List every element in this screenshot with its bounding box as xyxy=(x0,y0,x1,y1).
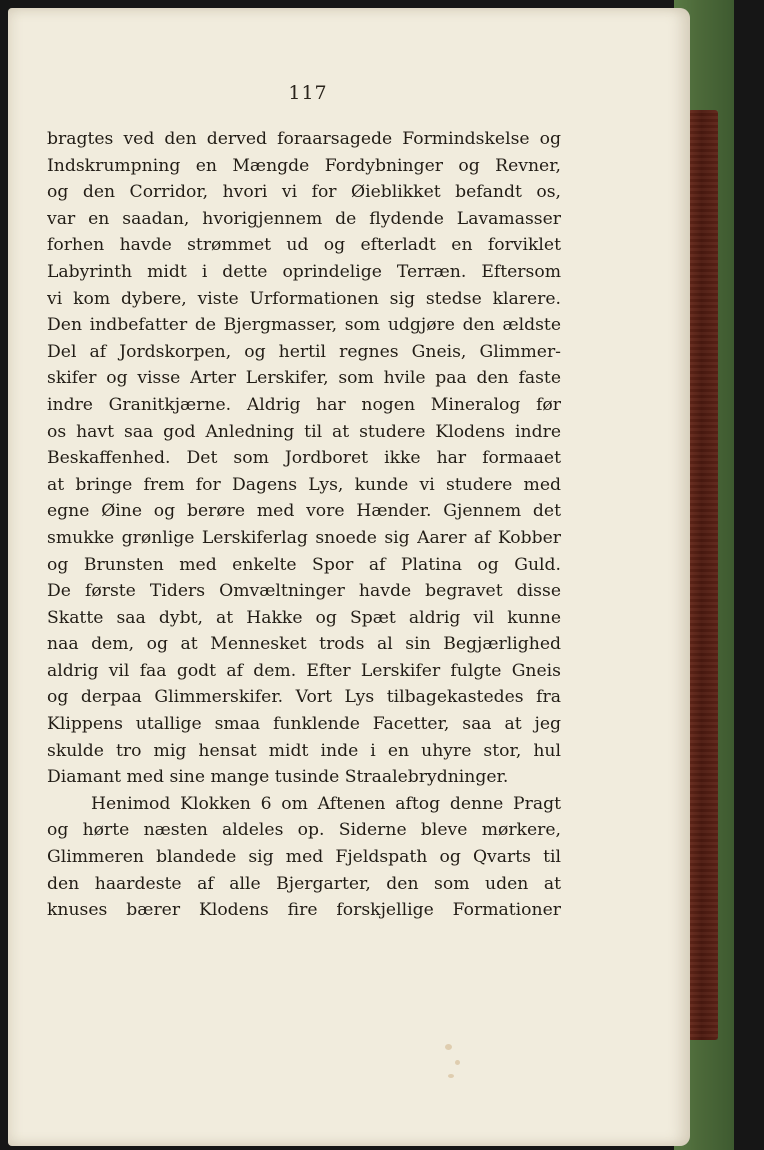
text-line: indre Granitkjærne. Aldrig har nogen Mineralog før xyxy=(47,394,561,415)
book-page xyxy=(8,8,690,1146)
text-line: naa dem, og at Mennesket trods al sin Begjærlighed xyxy=(47,634,561,655)
text-line: vi kom dybere, viste Urformationen sig stedse klarere. xyxy=(47,288,561,309)
text-line: Klippens utallige smaa funklende Facetter, saa at jeg xyxy=(47,714,561,735)
book-spine-cloth xyxy=(688,110,718,1040)
text-line: Labyrinth midt i dette oprindelige Terræn. Eftersom xyxy=(47,261,561,282)
text-line: Den indbefatter de Bjergmasser, som udgjøre den ældste xyxy=(47,315,561,336)
text-line: var en saadan, hvorigjennem de flydende Lavamasser xyxy=(47,208,561,229)
text-line: og den Corridor, hvori vi for Øieblikket befandt os, xyxy=(47,182,561,203)
text-line: Beskaffenhed. Det som Jordboret ikke har formaaet xyxy=(47,448,561,469)
text-line: Indskrumpning en Mængde Fordybninger og Revner, xyxy=(47,155,561,176)
paper-stain xyxy=(448,1074,454,1078)
text-line: os havt saa god Anledning til at studere Klodens indre xyxy=(47,421,561,442)
text-line: egne Øine og berøre med vore Hænder. Gjennem det xyxy=(47,501,561,522)
text-line: knuses bærer Klodens fire forskjellige Formationer xyxy=(47,900,561,921)
body-text xyxy=(47,126,561,924)
paragraph-end-line: Diamant med sine mange tusinde Straalebrydninger. xyxy=(47,767,509,788)
text-line: smukke grønlige Lerskiferlag snoede sig Aarer af Kobber xyxy=(47,527,561,548)
text-line: og Brunsten med enkelte Spor af Platina og Guld. xyxy=(47,554,561,575)
paper-stain xyxy=(445,1044,452,1050)
text-line: og hørte næsten aldeles op. Siderne bleve mørkere, xyxy=(47,820,561,841)
text-line: aldrig vil faa godt af dem. Efter Lerskifer fulgte Gneis xyxy=(47,660,561,681)
text-line: skifer og visse Arter Lerskifer, som hvile paa den faste xyxy=(47,368,561,389)
text-line: at bringe frem for Dagens Lys, kunde vi studere med xyxy=(47,474,561,495)
page-number: 117 xyxy=(288,82,328,104)
text-line: og derpaa Glimmerskifer. Vort Lys tilbagekastedes fra xyxy=(47,687,561,708)
text-line: bragtes ved den derved foraarsagede Formindskelse og xyxy=(47,129,561,149)
text-line: skulde tro mig hensat midt inde i en uhyre stor, hul xyxy=(47,740,561,761)
text-line: forhen havde strømmet ud og efterladt en forviklet xyxy=(47,235,561,256)
text-line: Del af Jordskorpen, og hertil regnes Gneis, Glimmer- xyxy=(47,341,561,362)
text-line: den haardeste af alle Bjergarter, den som uden at xyxy=(47,873,561,894)
text-line: Skatte saa dybt, at Hakke og Spæt aldrig vil kunne xyxy=(47,607,561,628)
paper-stain xyxy=(455,1060,460,1065)
text-line: Glimmeren blandede sig med Fjeldspath og Qvarts til xyxy=(47,847,561,868)
text-line: De første Tiders Omvæltninger havde begravet disse xyxy=(47,581,561,602)
paragraph-start-line: Henimod Klokken 6 om Aftenen aftog denne Pragt xyxy=(91,793,561,814)
